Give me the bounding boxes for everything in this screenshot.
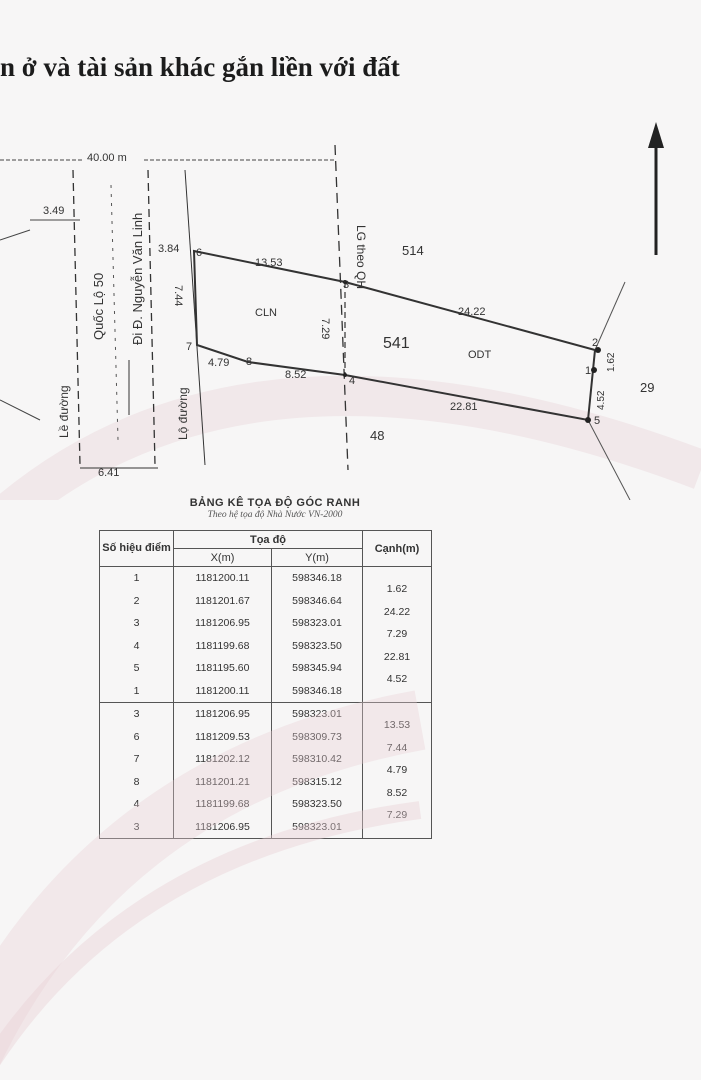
- parcel-514-label: 514: [402, 243, 424, 258]
- point-label-3: 3: [343, 279, 350, 291]
- le-duong-right-label: Lộ đường: [176, 387, 190, 440]
- page-title: n ở và tài sản khác gắn liền với đất: [0, 52, 400, 82]
- north-arrow-icon: [648, 122, 664, 255]
- table-group-1: [100, 567, 432, 703]
- cadastral-map: [0, 0, 701, 500]
- group2-edges: 13.53 7.44 4.79 8.52 7.29: [363, 703, 432, 839]
- point-label-7: 7: [186, 341, 193, 353]
- group1-points: 1 2 3 4 5 1: [100, 567, 174, 703]
- group2-x: 1181206.95 1181209.53 1181202.12 1181201.21 1181199.68 1181206.95: [174, 703, 272, 839]
- dim-384: 3.84: [158, 243, 180, 255]
- table-title: BẢNG KÊ TỌA ĐỘ GÓC RANH: [189, 497, 361, 509]
- group2-points: 3 6 7 8 4 3: [100, 703, 174, 839]
- edge-452: 4.52: [596, 390, 607, 410]
- header-point: Số hiệu điểm: [100, 531, 174, 567]
- dim-349: 3.49: [43, 205, 65, 217]
- edge-2422: 24.22: [458, 306, 486, 318]
- edge-162: 1.62: [606, 352, 617, 372]
- edge-1353: 13.53: [255, 257, 283, 269]
- dim-744: 7.44: [172, 285, 184, 307]
- point-label-1: 1: [585, 365, 592, 377]
- header-x: X(m): [174, 549, 272, 567]
- point-label-8: 8: [246, 356, 253, 368]
- edge-729: 7.29: [319, 318, 331, 340]
- dim-641: 6.41: [98, 467, 120, 479]
- header-coords: Tọa độ: [174, 531, 363, 549]
- edge-2281: 22.81: [450, 401, 478, 413]
- point-label-5: 5: [594, 415, 601, 427]
- dim-top-label: 40.00 m: [87, 152, 127, 164]
- point-label-6: 6: [196, 247, 203, 259]
- parcel-541-label: 541: [383, 335, 410, 352]
- lg-theo-qh-label: LG theo QH: [354, 225, 368, 290]
- zone-odt-label: ODT: [468, 349, 492, 361]
- header-edge: Cạnh(m): [363, 531, 432, 567]
- edge-852: 8.52: [285, 369, 307, 381]
- le-duong-left-label: Lề đường: [57, 385, 71, 438]
- table-subtitle: Theo hệ tọa độ Nhà Nước VN-2000: [207, 510, 343, 520]
- table-group-2: [100, 703, 432, 839]
- table-heading: [110, 497, 440, 520]
- zone-cln-label: CLN: [255, 307, 278, 319]
- group2-y: 598323.01 598309.73 598310.42 598315.12 598323.50 598323.01: [272, 703, 363, 839]
- group1-y: 598346.18 598346.64 598323.01 598323.50 598345.94 598346.18: [272, 567, 363, 703]
- header-y: Y(m): [272, 549, 363, 567]
- point-label-2: 2: [592, 337, 599, 349]
- edge-479: 4.79: [208, 357, 230, 369]
- point-label-4: 4: [349, 375, 356, 387]
- road-quoc-lo-label: Quốc Lộ 50: [91, 272, 106, 340]
- group1-x: 1181200.11 1181201.67 1181206.95 1181199.68 1181195.60 1181200.11: [174, 567, 272, 703]
- parcel-48-label: 48: [370, 428, 385, 443]
- group1-edges: 1.62 24.22 7.29 22.81 4.52: [363, 567, 432, 703]
- road-nguyen-van-linh-label: Đi Đ. Nguyễn Văn Linh: [130, 212, 145, 345]
- parcel-29-label: 29: [640, 380, 655, 395]
- coordinate-table: [99, 530, 432, 839]
